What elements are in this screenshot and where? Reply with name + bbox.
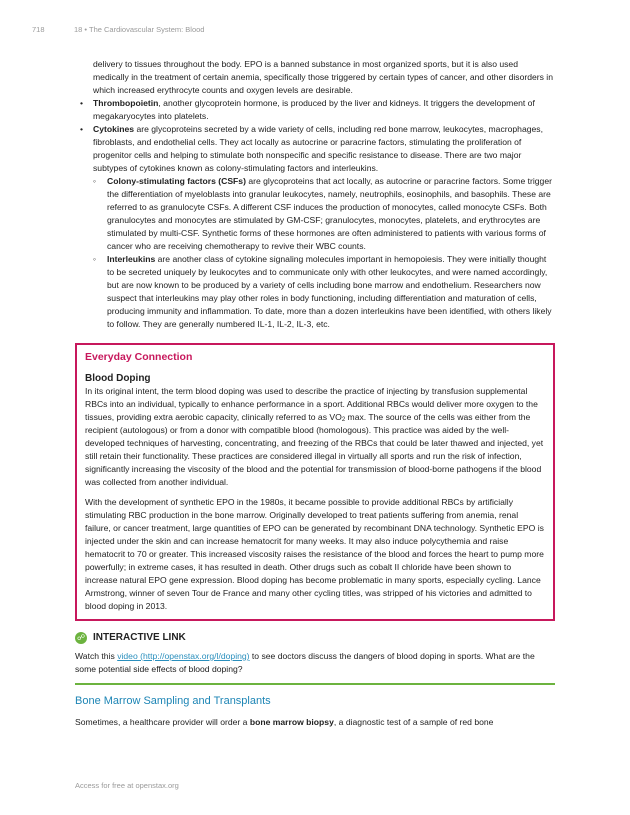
section-heading: Bone Marrow Sampling and Transplants xyxy=(75,695,271,707)
term-text: are another class of cytokine signaling molecules important in hemopoiesis. They were initially thought to be secreted uniquely by leukocytes and to communicate only with other leukocytes, and were named accordingly, but are now known to be produced by a variety of cells including bone marrow and endothelium. Researchers now suspect that interleukins may play other roles in body functioning, including differentiation and maturation of cells, producing immunity and inflammation. To date, more than a dozen interleukins have been identified, with others likely to follow. They are generally numbered IL-1, IL-2, IL-3, etc. xyxy=(107,254,552,329)
bullet-list xyxy=(75,97,555,175)
text-run: Sometimes, a healthcare provider will order a xyxy=(75,717,250,727)
text-run: In its original intent, the term blood doping was used to describe the practice of injecting by transfusion supplemental RBCs into an individual, typically to enhance performance in a sport. Additional RBCs would deliver more oxygen to the tissues, providing extra aerobic capacity, clinically referred to as VO xyxy=(85,386,538,422)
video-link[interactable]: video (http://openstax.org/l/doping) xyxy=(117,651,250,661)
text-run: max. The source of the cells was either from the recipient (autologous) or from a donor with compatible blood (homologous). This practice was aided by the well-developed techniques of harvesting, concentrating, and freezing of the RBCs that could be later thawed and injected, yet still retain their functionality. These practices are considered illegal in virtually all sports and run the risk of infection, significantly increasing the viscosity of the blood and the potential for transmission of blood-borne pathogens if the blood was collected from another individual. xyxy=(85,412,544,487)
list-item xyxy=(75,175,555,253)
section-paragraph xyxy=(75,716,555,729)
page-number: 718 xyxy=(32,25,45,34)
everyday-connection-label: Everyday Connection xyxy=(85,351,193,363)
page-content xyxy=(75,58,555,729)
interactive-link-text xyxy=(75,650,555,676)
text-run: Watch this xyxy=(75,651,118,661)
box-subtitle: Blood Doping xyxy=(85,373,151,384)
list-item xyxy=(75,253,555,331)
term: Cytokines xyxy=(93,124,135,134)
term: Thrombopoietin xyxy=(93,98,159,108)
term-text: are glycoproteins secreted by a wide variety of cells, including red bone marrow, leukocytes, macrophages, fibroblasts, and endothelial cells. They act locally as autocrine or paracrine factors, stimulating the proliferation of progenitor cells and helping to stimulate both nonspecific and specific resistance to disease. There are two major subtypes of cytokines known as colony-stimulating factors and interleukins. xyxy=(93,124,543,173)
divider xyxy=(75,683,555,685)
term-text: , another glycoprotein hormone, is produced by the liver and kidneys. It triggers the development of megakaryocytes into platelets. xyxy=(93,98,535,121)
list-item xyxy=(75,97,555,123)
interactive-link-header xyxy=(75,631,555,644)
box-paragraph: With the development of synthetic EPO in the 1980s, it became possible to provide additional RBCs by artificially stimulating RBC production in the bone marrow. Originally developed to treat patients suffering from anemia, renal failure, or cancer treatment, large quantities of EPO can be generated by recombinant DNA technology. Synthetic EPO is injected under the skin and can increase hematocrit for many weeks. It may also induce polycythemia and raise hematocrit to 70 or greater. This increased viscosity raises the resistance of the blood and forces the heart to pump more powerfully; in extreme cases, it has resulted in death. Other drugs such as cobalt II chloride have been shown to increase natural EPO gene expression. Blood doping has become problematic in many sports, especially cycling. Lance Armstrong, winner of seven Tour de France and many other cycling titles, was stripped of his victories and admitted to blood doping in 2013. xyxy=(85,497,544,611)
everyday-connection-box xyxy=(75,343,555,621)
term: bone marrow biopsy xyxy=(249,717,334,727)
page-footer: Access for free at openstax.org xyxy=(75,781,179,790)
interactive-link-label: INTERACTIVE LINK xyxy=(93,632,186,643)
subscript: 2 xyxy=(341,417,346,423)
link-icon: ☍ xyxy=(76,632,86,642)
text-run: to see doctors discuss the dangers of blood doping in sports. What are the some potential side effects of blood doping? xyxy=(75,651,535,674)
chapter-title: 18 • The Cardiovascular System: Blood xyxy=(74,25,205,34)
box-paragraph xyxy=(85,385,545,489)
list-item xyxy=(75,123,555,175)
sub-bullet-list xyxy=(75,175,555,331)
term: Interleukins xyxy=(107,254,156,264)
intro-paragraph: delivery to tissues throughout the body. EPO is a banned substance in most organized sports, but it is also used medically in the treatment of certain anemia, specifically those triggered by certain types of cancer, and other disorders in which increased erythrocyte counts and oxygen levels are desirable. xyxy=(93,59,554,95)
text-run: , a diagnostic test of a sample of red bone xyxy=(333,717,494,727)
term: Colony-stimulating factors (CSFs) xyxy=(107,176,246,186)
term-text: are glycoproteins that act locally, as autocrine or paracrine factors. Some trigger the differentiation of myeloblasts into granular leukocytes, namely, neutrophils, eosinophils, and basophils. These are referred to as granulocyte CSFs. A different CSF induces the production of monocytes, called monocyte CSFs. Both granulocytes and monocytes are stimulated by GM-CSF; granulocytes, monocytes, platelets, and erythrocytes are stimulated by multi-CSF. Synthetic forms of these hormones are often administered to patients with various forms of cancer who are receiving chemotherapy to revive their WBC counts. xyxy=(107,176,552,251)
page-header xyxy=(32,25,204,34)
